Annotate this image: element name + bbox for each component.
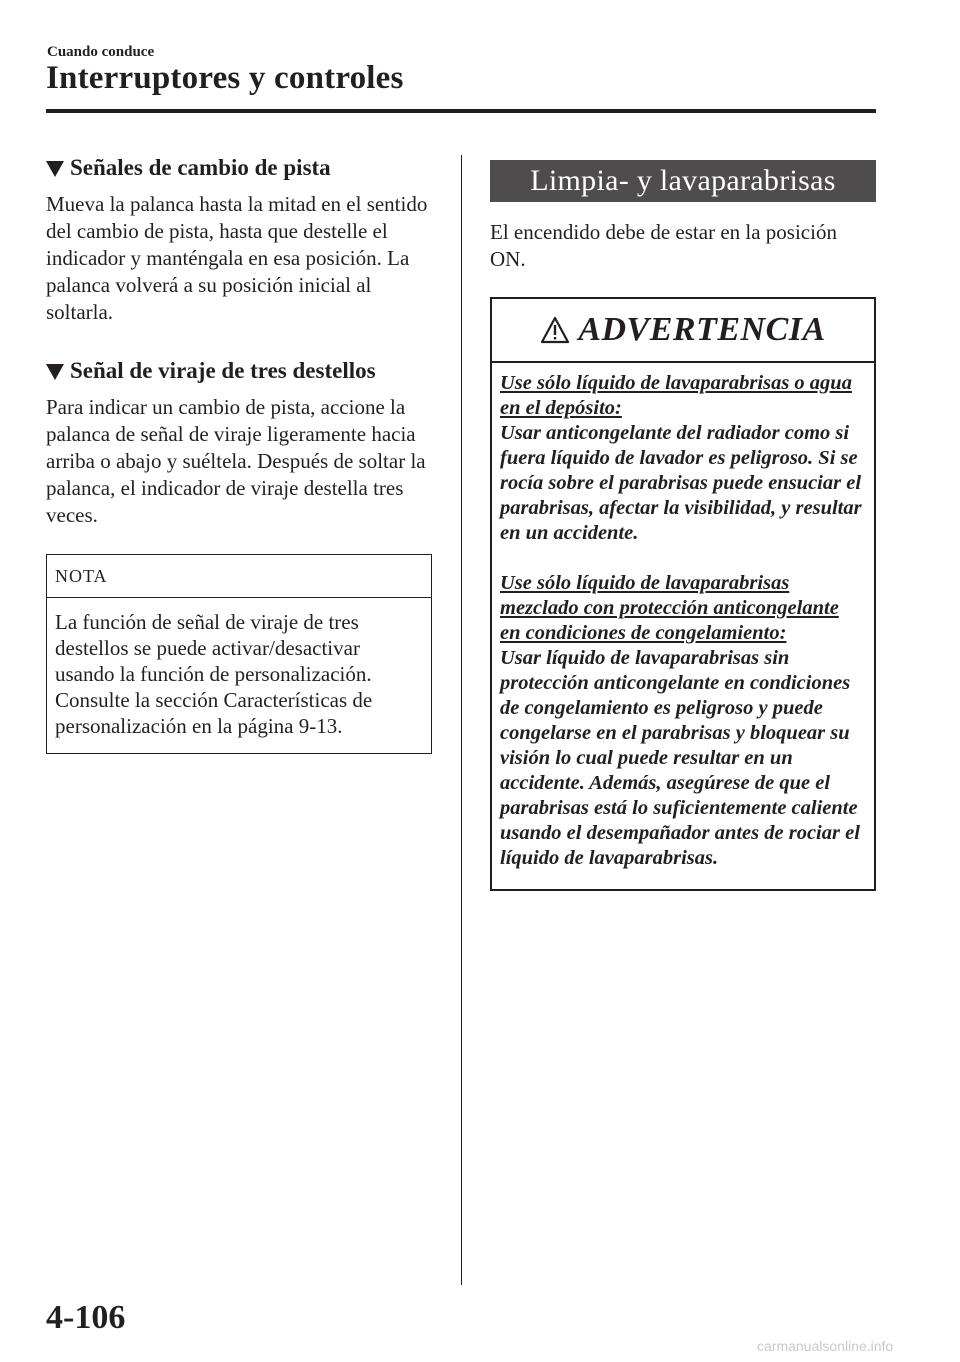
three-flash-paragraph: Para indicar un cambio de pista, accione la palanca de señal de viraje ligeramente hacia arriba o abajo y suéltela. Después de soltar la palanca, el indicador de viraje destella tres veces. [46,395,426,527]
right-column [490,160,876,891]
lane-change-paragraph: Mueva la palanca hasta la mitad en el sentido del cambio de pista, hasta que destelle el indicador y manténgala en esa posición. La palanca volverá a su posición inicial al soltarla. [46,192,428,324]
warning-item-2 [500,571,864,871]
warning-header [492,299,874,363]
warning-title: ADVERTENCIA [578,311,826,348]
section-banner: Limpia- y lavaparabrisas [490,160,876,202]
triangle-down-icon [46,364,64,380]
wiper-intro: El encendido debe de estar en la posición ON. [490,220,837,271]
warning-box [490,297,876,891]
subheading-three-flash [46,358,432,384]
column-divider [461,155,462,1285]
warning-item-1 [500,371,864,546]
subheading-lane-change [46,155,432,181]
warning-triangle-icon [540,316,570,344]
warning-text-2: Usar líquido de lavaparabrisas sin protección anticongelante en condiciones de congelamiento es peligroso y puede congelarse en el parabrisas y bloquear su visión lo cual puede resultar en un accidente. Además, asegúrese de que el parabrisas está lo suficientemente caliente usando el desempañador antes de rociar el líquido de lavaparabrisas. [500,647,860,869]
note-label: NOTA [47,555,431,598]
page-title: Interruptores y controles [46,60,404,96]
left-column [46,155,432,754]
subheading-lane-change-text: Señales de cambio de pista [70,155,331,180]
page-number: 4-106 [46,1299,126,1336]
warning-lead-1: Use sólo líquido de lavaparabrisas o agua en el depósito: [500,372,852,419]
header-rule [46,109,876,113]
watermark: carmanualsonline.info [757,1338,894,1354]
warning-text-1: Usar anticongelante del radiador como si fuera líquido de lavador es peligroso. Si se rocía sobre el parabrisas puede ensuciar el parabrisas, afectar la visibilidad, y resultar en un accidente. [500,422,862,544]
note-text: La función de señal de viraje de tres destellos se puede activar/desactivar usando la función de personalización. Consulte la sección Características de personalización en la página 9-13. [55,610,373,738]
triangle-down-icon [46,161,64,177]
note-box [46,554,432,754]
subheading-three-flash-text: Señal de viraje de tres destellos [70,358,376,383]
warning-lead-2: Use sólo líquido de lavaparabrisas mezclado con protección anticongelante en condiciones de congelamiento: [500,572,839,644]
warning-body [492,363,874,889]
section-label: Cuando conduce [47,44,155,60]
